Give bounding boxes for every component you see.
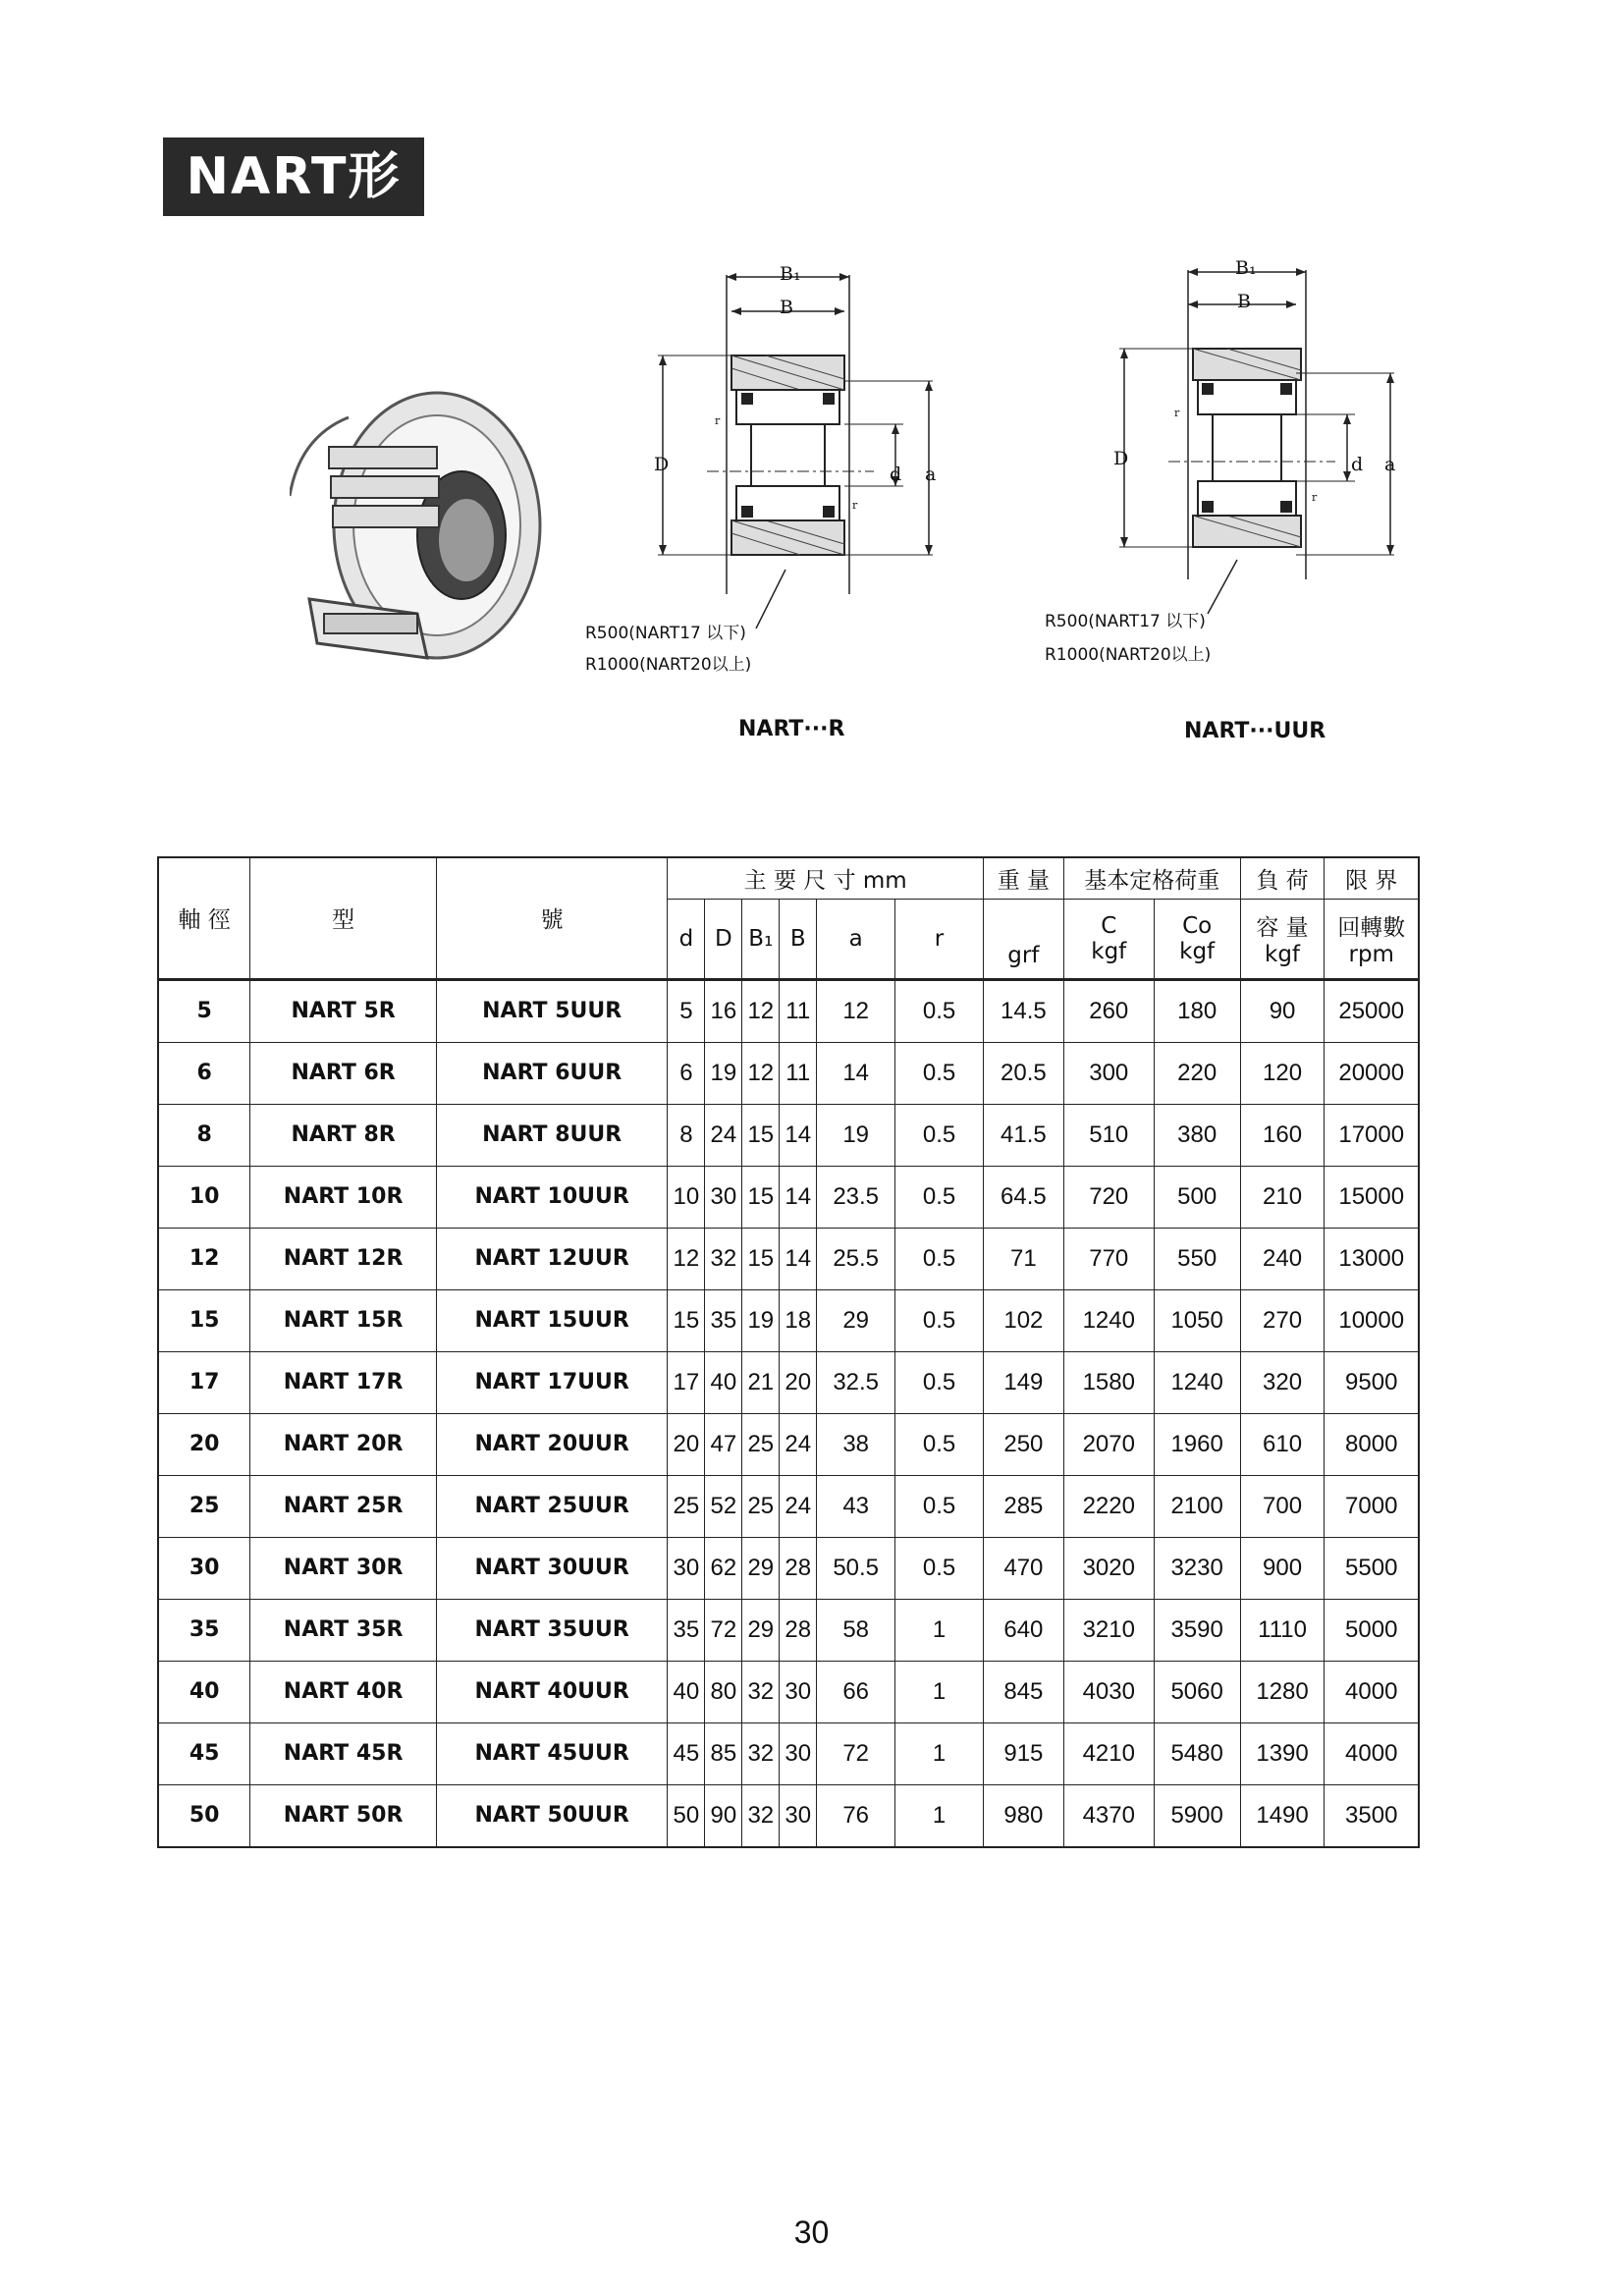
table-cell: NART 30UUR <box>436 1537 668 1599</box>
header-B: B <box>780 899 817 979</box>
dim-r-upper: r <box>715 414 721 427</box>
table-cell: 0.5 <box>895 1289 984 1351</box>
table-cell: 40 <box>668 1661 705 1722</box>
header-d: d <box>668 899 705 979</box>
table-cell: 300 <box>1063 1042 1154 1104</box>
table-cell: 80 <box>705 1661 742 1722</box>
table-cell: 4030 <box>1063 1661 1154 1722</box>
table-cell: 32 <box>705 1228 742 1289</box>
table-cell: 30 <box>780 1722 817 1784</box>
table-cell: NART 5UUR <box>436 979 668 1042</box>
table-cell: 24 <box>705 1104 742 1166</box>
caption-nart-uur: NART···UUR <box>1184 719 1326 743</box>
table-cell: NART 25UUR <box>436 1475 668 1537</box>
table-cell: 13000 <box>1325 1228 1419 1289</box>
table-cell: 47 <box>705 1413 742 1475</box>
table-cell: 0.5 <box>895 1413 984 1475</box>
table-cell: 14 <box>817 1042 895 1104</box>
table-cell: 4000 <box>1325 1661 1419 1722</box>
table-cell: 15 <box>668 1289 705 1351</box>
table-cell: 25 <box>742 1475 780 1537</box>
table-row <box>158 1475 1419 1537</box>
table-cell: 45 <box>158 1722 250 1784</box>
table-cell: NART 30R <box>250 1537 437 1599</box>
table-cell: 1490 <box>1240 1784 1325 1847</box>
table-cell: 45 <box>668 1722 705 1784</box>
table-cell: 17 <box>158 1351 250 1413</box>
header-grf: grf <box>983 899 1063 979</box>
table-cell: NART 6R <box>250 1042 437 1104</box>
header-main-dims: 主 要 尺 寸 mm <box>668 857 984 899</box>
table-cell: 10 <box>158 1166 250 1228</box>
table-cell: 32 <box>742 1722 780 1784</box>
table-cell: 40 <box>158 1661 250 1722</box>
table-cell: 19 <box>742 1289 780 1351</box>
table-cell: 1 <box>895 1784 984 1847</box>
table-row <box>158 1661 1419 1722</box>
table-cell: 1960 <box>1154 1413 1240 1475</box>
table-cell: NART 45UUR <box>436 1722 668 1784</box>
table-cell: 0.5 <box>895 1351 984 1413</box>
table-cell: NART 35R <box>250 1599 437 1661</box>
table-cell: 14 <box>780 1228 817 1289</box>
table-cell: 72 <box>817 1722 895 1784</box>
table-cell: 3020 <box>1063 1537 1154 1599</box>
table-cell: 30 <box>668 1537 705 1599</box>
table-cell: 3500 <box>1325 1784 1419 1847</box>
table-cell: 1390 <box>1240 1722 1325 1784</box>
radius-callout-small: R500(NART17 以下) <box>1045 612 1206 631</box>
table-cell: 1240 <box>1063 1289 1154 1351</box>
header-limit: 限 界 <box>1325 857 1419 899</box>
table-cell: 5060 <box>1154 1661 1240 1722</box>
table-cell: 25 <box>158 1475 250 1537</box>
table-cell: 85 <box>705 1722 742 1784</box>
table-cell: NART 15UUR <box>436 1289 668 1351</box>
table-cell: 29 <box>742 1537 780 1599</box>
table-cell: NART 10R <box>250 1166 437 1228</box>
table-cell: 0.5 <box>895 1166 984 1228</box>
table-cell: 15 <box>742 1104 780 1166</box>
radius-callout-large: R1000(NART20以上) <box>1045 645 1212 665</box>
radius-callout-small: R500(NART17 以下) <box>585 624 746 643</box>
table-cell: 28 <box>780 1599 817 1661</box>
table-cell: 220 <box>1154 1042 1240 1104</box>
table-cell: 7000 <box>1325 1475 1419 1537</box>
table-cell: 17 <box>668 1351 705 1413</box>
table-cell: 1110 <box>1240 1599 1325 1661</box>
dim-b: B <box>780 297 793 318</box>
table-cell: 700 <box>1240 1475 1325 1537</box>
table-cell: 12 <box>742 1042 780 1104</box>
table-cell: 29 <box>742 1599 780 1661</box>
table-cell: 1280 <box>1240 1661 1325 1722</box>
table-cell: 5900 <box>1154 1784 1240 1847</box>
table-cell: 32.5 <box>817 1351 895 1413</box>
table-cell: 11 <box>780 1042 817 1104</box>
table-row <box>158 1289 1419 1351</box>
table-cell: 52 <box>705 1475 742 1537</box>
table-cell: 9500 <box>1325 1351 1419 1413</box>
table-cell: 64.5 <box>983 1166 1063 1228</box>
table-cell: 24 <box>780 1413 817 1475</box>
header-model-a: 型 <box>250 857 437 979</box>
table-cell: 35 <box>158 1599 250 1661</box>
table-cell: 240 <box>1240 1228 1325 1289</box>
table-cell: 76 <box>817 1784 895 1847</box>
table-cell: 270 <box>1240 1289 1325 1351</box>
table-cell: 5480 <box>1154 1722 1240 1784</box>
dim-D: D <box>654 454 670 475</box>
table-cell: 250 <box>983 1413 1063 1475</box>
header-capacity: 容 量 kgf <box>1240 899 1325 979</box>
caption-nart-r: NART···R <box>738 717 845 741</box>
table-cell: 4000 <box>1325 1722 1419 1784</box>
table-row <box>158 1166 1419 1228</box>
table-cell: 15 <box>742 1166 780 1228</box>
table-cell: 900 <box>1240 1537 1325 1599</box>
bearing-illustration <box>290 378 545 702</box>
table-cell: 500 <box>1154 1166 1240 1228</box>
table-cell: 180 <box>1154 979 1240 1042</box>
spec-table <box>157 856 1420 1848</box>
table-cell: NART 6UUR <box>436 1042 668 1104</box>
table-cell: 149 <box>983 1351 1063 1413</box>
table-cell: 12 <box>668 1228 705 1289</box>
table-cell: NART 40UUR <box>436 1661 668 1722</box>
table-cell: NART 45R <box>250 1722 437 1784</box>
table-cell: 0.5 <box>895 1475 984 1537</box>
table-cell: 6 <box>668 1042 705 1104</box>
table-cell: 30 <box>780 1784 817 1847</box>
table-cell: 260 <box>1063 979 1154 1042</box>
table-row <box>158 1599 1419 1661</box>
table-cell: 16 <box>705 979 742 1042</box>
header-weight: 重 量 <box>983 857 1063 899</box>
header-rev: 回轉數 rpm <box>1325 899 1419 979</box>
header-r: r <box>895 899 984 979</box>
dim-d: d <box>890 464 902 485</box>
table-cell: 90 <box>1240 979 1325 1042</box>
table-cell: 610 <box>1240 1413 1325 1475</box>
table-cell: 1 <box>895 1599 984 1661</box>
table-cell: 14.5 <box>983 979 1063 1042</box>
table-cell: 12 <box>817 979 895 1042</box>
table-cell: 160 <box>1240 1104 1325 1166</box>
dim-D: D <box>1113 448 1129 469</box>
table-row <box>158 1413 1419 1475</box>
table-cell: 0.5 <box>895 1228 984 1289</box>
table-cell: 0.5 <box>895 1537 984 1599</box>
table-cell: 2070 <box>1063 1413 1154 1475</box>
dim-d: d <box>1351 454 1364 475</box>
table-cell: 120 <box>1240 1042 1325 1104</box>
table-cell: 6 <box>158 1042 250 1104</box>
table-cell: 15 <box>742 1228 780 1289</box>
table-cell: 14 <box>780 1166 817 1228</box>
table-cell: 23.5 <box>817 1166 895 1228</box>
spec-table-body <box>158 979 1419 1847</box>
table-cell: 30 <box>780 1661 817 1722</box>
table-cell: NART 15R <box>250 1289 437 1351</box>
table-cell: 0.5 <box>895 1042 984 1104</box>
table-cell: NART 35UUR <box>436 1599 668 1661</box>
table-cell: NART 17UUR <box>436 1351 668 1413</box>
table-cell: 4370 <box>1063 1784 1154 1847</box>
table-row <box>158 1104 1419 1166</box>
table-cell: 66 <box>817 1661 895 1722</box>
table-cell: 28 <box>780 1537 817 1599</box>
table-cell: 550 <box>1154 1228 1240 1289</box>
table-cell: NART 10UUR <box>436 1166 668 1228</box>
table-cell: 17000 <box>1325 1104 1419 1166</box>
table-cell: 90 <box>705 1784 742 1847</box>
table-cell: 40 <box>705 1351 742 1413</box>
dim-b1: B₁ <box>1235 257 1257 279</box>
table-cell: NART 40R <box>250 1661 437 1722</box>
table-cell: 1240 <box>1154 1351 1240 1413</box>
table-cell: 58 <box>817 1599 895 1661</box>
table-cell: 12 <box>742 979 780 1042</box>
table-cell: 20.5 <box>983 1042 1063 1104</box>
header-Co: Co kgf <box>1154 899 1240 979</box>
table-cell: 2100 <box>1154 1475 1240 1537</box>
table-cell: 980 <box>983 1784 1063 1847</box>
table-cell: 20 <box>780 1351 817 1413</box>
table-cell: 2220 <box>1063 1475 1154 1537</box>
table-cell: 0.5 <box>895 979 984 1042</box>
table-cell: NART 20R <box>250 1413 437 1475</box>
table-cell: 1 <box>895 1661 984 1722</box>
dim-a: a <box>925 464 937 485</box>
table-cell: 210 <box>1240 1166 1325 1228</box>
table-cell: 8 <box>668 1104 705 1166</box>
table-cell: 10000 <box>1325 1289 1419 1351</box>
table-cell: 15000 <box>1325 1166 1419 1228</box>
table-cell: 8 <box>158 1104 250 1166</box>
page-number: 30 <box>793 2214 830 2250</box>
table-cell: 3210 <box>1063 1599 1154 1661</box>
table-cell: 0.5 <box>895 1104 984 1166</box>
table-cell: 41.5 <box>983 1104 1063 1166</box>
table-cell: NART 25R <box>250 1475 437 1537</box>
table-cell: 35 <box>668 1599 705 1661</box>
table-cell: 5 <box>668 979 705 1042</box>
table-cell: 15 <box>158 1289 250 1351</box>
table-row <box>158 1042 1419 1104</box>
table-cell: 1050 <box>1154 1289 1240 1351</box>
dim-b: B <box>1237 291 1251 312</box>
table-cell: 1580 <box>1063 1351 1154 1413</box>
table-cell: 8000 <box>1325 1413 1419 1475</box>
table-cell: 285 <box>983 1475 1063 1537</box>
table-cell: 1 <box>895 1722 984 1784</box>
table-cell: NART 8UUR <box>436 1104 668 1166</box>
table-cell: 24 <box>780 1475 817 1537</box>
table-cell: 71 <box>983 1228 1063 1289</box>
table-cell: 25 <box>742 1413 780 1475</box>
table-cell: NART 8R <box>250 1104 437 1166</box>
header-basic-load: 基本定格荷重 <box>1063 857 1240 899</box>
table-cell: 510 <box>1063 1104 1154 1166</box>
table-cell: 720 <box>1063 1166 1154 1228</box>
table-row <box>158 1722 1419 1784</box>
table-cell: 20000 <box>1325 1042 1419 1104</box>
header-a: a <box>817 899 895 979</box>
table-cell: NART 5R <box>250 979 437 1042</box>
table-cell: 32 <box>742 1661 780 1722</box>
table-cell: 30 <box>158 1537 250 1599</box>
table-cell: 12 <box>158 1228 250 1289</box>
table-cell: NART 12UUR <box>436 1228 668 1289</box>
table-cell: 50.5 <box>817 1537 895 1599</box>
table-row <box>158 1228 1419 1289</box>
table-cell: 29 <box>817 1289 895 1351</box>
table-cell: 770 <box>1063 1228 1154 1289</box>
table-cell: 38 <box>817 1413 895 1475</box>
dim-b1: B₁ <box>780 263 801 285</box>
table-cell: 30 <box>705 1166 742 1228</box>
table-row <box>158 1537 1419 1599</box>
table-cell: 11 <box>780 979 817 1042</box>
table-row <box>158 1351 1419 1413</box>
table-cell: 5000 <box>1325 1599 1419 1661</box>
table-cell: NART 20UUR <box>436 1413 668 1475</box>
table-cell: 18 <box>780 1289 817 1351</box>
table-row <box>158 1784 1419 1847</box>
table-cell: 845 <box>983 1661 1063 1722</box>
table-cell: 25.5 <box>817 1228 895 1289</box>
table-cell: 19 <box>817 1104 895 1166</box>
dim-r-lower: r <box>1312 491 1318 504</box>
table-row <box>158 979 1419 1042</box>
table-cell: 20 <box>668 1413 705 1475</box>
table-cell: NART 50UUR <box>436 1784 668 1847</box>
table-cell: 21 <box>742 1351 780 1413</box>
header-D: D <box>705 899 742 979</box>
table-cell: 35 <box>705 1289 742 1351</box>
table-cell: NART 17R <box>250 1351 437 1413</box>
table-cell: 4210 <box>1063 1722 1154 1784</box>
table-cell: 72 <box>705 1599 742 1661</box>
header-shaft: 軸 徑 <box>158 857 250 979</box>
dim-r-lower: r <box>852 499 858 512</box>
table-cell: 20 <box>158 1413 250 1475</box>
table-cell: 50 <box>158 1784 250 1847</box>
table-cell: 380 <box>1154 1104 1240 1166</box>
table-cell: 470 <box>983 1537 1063 1599</box>
table-cell: 3590 <box>1154 1599 1240 1661</box>
table-cell: 32 <box>742 1784 780 1847</box>
dim-a: a <box>1384 454 1396 475</box>
table-cell: 5500 <box>1325 1537 1419 1599</box>
table-cell: 14 <box>780 1104 817 1166</box>
table-cell: 915 <box>983 1722 1063 1784</box>
table-cell: NART 50R <box>250 1784 437 1847</box>
table-cell: NART 12R <box>250 1228 437 1289</box>
table-cell: 640 <box>983 1599 1063 1661</box>
table-cell: 25 <box>668 1475 705 1537</box>
table-cell: 102 <box>983 1289 1063 1351</box>
table-cell: 19 <box>705 1042 742 1104</box>
header-load-cap: 負 荷 <box>1240 857 1325 899</box>
dim-r-upper: r <box>1174 407 1180 419</box>
header-B1: B₁ <box>742 899 780 979</box>
table-cell: 50 <box>668 1784 705 1847</box>
table-cell: 5 <box>158 979 250 1042</box>
table-cell: 320 <box>1240 1351 1325 1413</box>
table-cell: 3230 <box>1154 1537 1240 1599</box>
table-cell: 43 <box>817 1475 895 1537</box>
header-C: C kgf <box>1063 899 1154 979</box>
table-cell: 62 <box>705 1537 742 1599</box>
radius-callout-large: R1000(NART20以上) <box>585 655 752 675</box>
table-cell: 25000 <box>1325 979 1419 1042</box>
table-cell: 10 <box>668 1166 705 1228</box>
header-model-b: 號 <box>436 857 668 979</box>
page-title: NART形 <box>163 137 424 216</box>
